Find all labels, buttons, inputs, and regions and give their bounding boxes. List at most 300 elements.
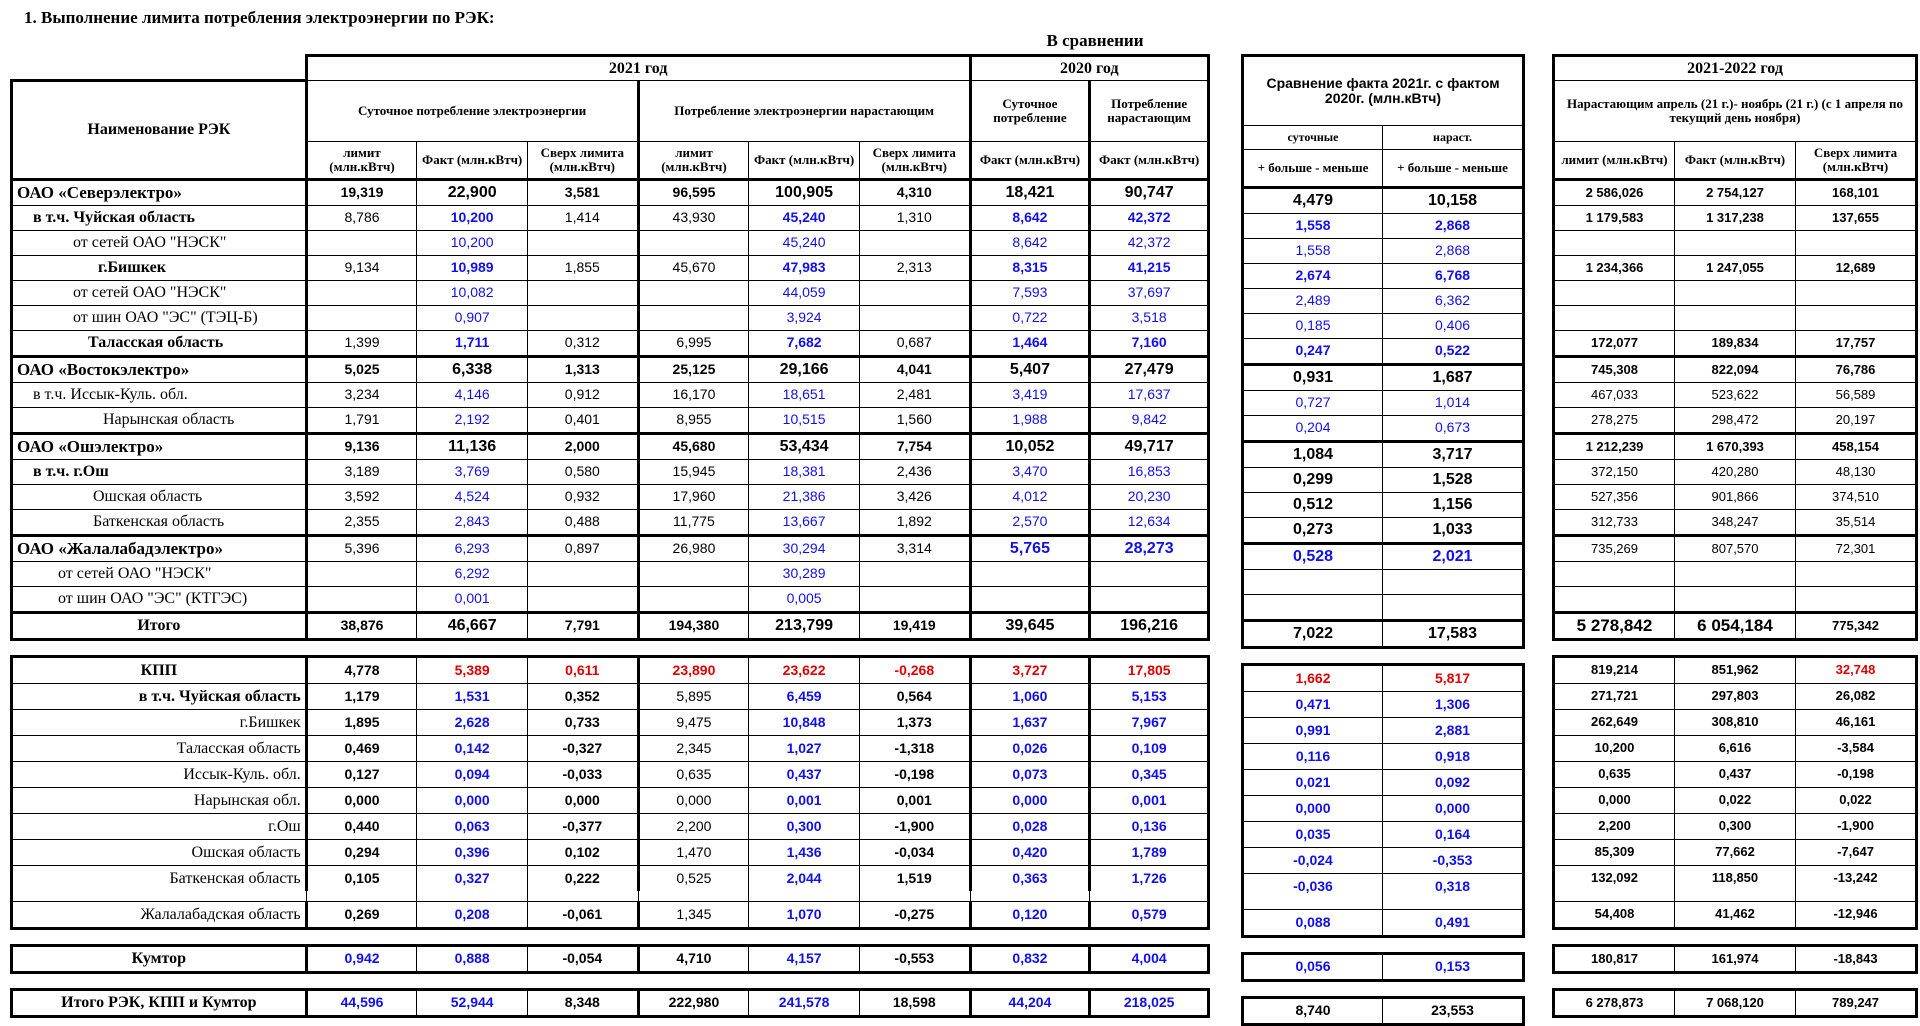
cell-value: 0,440	[306, 814, 417, 840]
cell-value: 16,170	[638, 383, 749, 408]
cell-value: 1,637	[970, 710, 1090, 736]
page-title: 1. Выполнение лимита потребления электроэнергии по РЭК:	[24, 8, 495, 27]
cell-year: 56,589	[1796, 383, 1917, 408]
table-row	[12, 331, 1209, 357]
row-name: Ошская область	[12, 485, 307, 510]
cell-year: 85,309	[1554, 840, 1675, 866]
cell-compare: 6,768	[1383, 264, 1524, 289]
cell-value: 222,980	[638, 990, 749, 1017]
cell-year: 374,510	[1796, 485, 1917, 510]
table-row	[1554, 866, 1917, 892]
cell-value: 18,421	[970, 180, 1090, 206]
table-row	[12, 657, 1209, 684]
table-row	[1243, 621, 1524, 648]
cell-value: 1,895	[306, 710, 417, 736]
cell-value: 1,414	[527, 206, 638, 231]
cell-value: 0,001	[417, 587, 528, 613]
cell-year	[1675, 306, 1796, 331]
header-daily-2020: Суточное потребление	[970, 81, 1090, 142]
cell-value: 1,399	[306, 331, 417, 357]
cell-value: 0,345	[1090, 762, 1209, 788]
cell-value: 5,153	[1090, 684, 1209, 710]
cell-year: 0,300	[1675, 814, 1796, 840]
table-row	[1554, 710, 1917, 736]
cell-year: 0,437	[1675, 762, 1796, 788]
cell-value	[306, 281, 417, 306]
year-2122-table	[1552, 54, 1918, 1018]
cell-value: 4,710	[638, 946, 749, 973]
cell-compare: 0,000	[1243, 796, 1383, 822]
cell-value: -0,377	[527, 814, 638, 840]
cell-value: 28,273	[1090, 536, 1209, 562]
cell-value: 1,519	[859, 866, 970, 892]
cell-compare: 17,583	[1383, 621, 1524, 648]
cell-value: 52,944	[417, 990, 528, 1017]
cell-compare: 0,021	[1243, 770, 1383, 796]
cell-value: 9,134	[306, 256, 417, 281]
table-row	[1554, 331, 1917, 357]
cell-value	[970, 587, 1090, 613]
cell-value	[638, 281, 749, 306]
cell-value: 13,667	[749, 510, 860, 536]
header-cmp-daily: суточные	[1243, 126, 1383, 150]
cell-value: 39,645	[970, 613, 1090, 640]
table-row	[1554, 231, 1917, 256]
header-cmp-cum: нараст.	[1383, 126, 1524, 150]
cell-year	[1675, 231, 1796, 256]
cell-value: 96,595	[638, 180, 749, 206]
cell-value: 53,434	[749, 434, 860, 460]
row-name: от шин ОАО "ЭС" (КТГЭС)	[12, 587, 307, 613]
cell-value: 0,352	[527, 684, 638, 710]
table-row	[1243, 954, 1524, 981]
cell-value: 5,389	[417, 657, 528, 684]
table-row	[12, 684, 1209, 710]
cell-value: 5,396	[306, 536, 417, 562]
table-row	[12, 206, 1209, 231]
cell-compare: 2,868	[1383, 239, 1524, 264]
table-row	[12, 562, 1209, 587]
cell-year: 2,200	[1554, 814, 1675, 840]
cell-value: 2,570	[970, 510, 1090, 536]
cell-value: 0,942	[306, 946, 417, 973]
cell-year: 1 317,238	[1675, 206, 1796, 231]
cell-year: 527,356	[1554, 485, 1675, 510]
cell-year	[1554, 281, 1675, 306]
cell-value: 8,786	[306, 206, 417, 231]
table-row	[12, 434, 1209, 460]
cell-value: 0,005	[749, 587, 860, 613]
table-row	[12, 536, 1209, 562]
cell-value: 23,890	[638, 657, 749, 684]
cell-year: 0,635	[1554, 762, 1675, 788]
cell-value: 7,967	[1090, 710, 1209, 736]
cell-value: 0,611	[527, 657, 638, 684]
cell-value: 1,988	[970, 408, 1090, 434]
cell-value: 43,930	[638, 206, 749, 231]
cell-year: -18,843	[1796, 946, 1917, 973]
table-row	[1243, 339, 1524, 365]
cell-year	[1675, 587, 1796, 613]
cell-compare: 1,306	[1383, 692, 1524, 718]
cell-value: 49,717	[1090, 434, 1209, 460]
cell-value	[527, 562, 638, 587]
cell-value: 0,912	[527, 383, 638, 408]
cell-value: 0,907	[417, 306, 528, 331]
cell-value: 3,234	[306, 383, 417, 408]
cell-compare: 7,022	[1243, 621, 1383, 648]
cell-value: 18,598	[859, 990, 970, 1017]
cell-value	[306, 231, 417, 256]
cell-compare: 0,000	[1383, 796, 1524, 822]
table-row	[1554, 485, 1917, 510]
cell-compare: 0,318	[1383, 874, 1524, 900]
table-row	[1554, 840, 1917, 866]
cell-year: 189,834	[1675, 331, 1796, 357]
cell-value: 5,895	[638, 684, 749, 710]
cell-year: 161,974	[1675, 946, 1796, 973]
table-row	[1243, 770, 1524, 796]
row-name: от сетей ОАО "НЭСК"	[12, 562, 307, 587]
cell-year: 172,077	[1554, 331, 1675, 357]
cell-compare: 0,204	[1243, 416, 1383, 442]
cell-value: 17,805	[1090, 657, 1209, 684]
cell-value: 0,564	[859, 684, 970, 710]
cell-value: -0,553	[859, 946, 970, 973]
header-over: Сверх лимита (млн.кВтч)	[859, 142, 970, 180]
cell-compare: 1,084	[1243, 442, 1383, 468]
table-row	[1554, 902, 1917, 929]
cell-value: 4,778	[306, 657, 417, 684]
cell-value: 15,945	[638, 460, 749, 485]
row-name: от шин ОАО "ЭС" (ТЭЦ-Б)	[12, 306, 307, 331]
cell-value: 0,105	[306, 866, 417, 892]
cell-value: 0,001	[859, 788, 970, 814]
row-name: Таласская область	[12, 736, 307, 762]
cell-value: 2,628	[417, 710, 528, 736]
table-row	[1243, 264, 1524, 289]
cell-year: 6,616	[1675, 736, 1796, 762]
cell-year: 0,000	[1554, 788, 1675, 814]
cell-value: 3,426	[859, 485, 970, 510]
cell-compare: 0,991	[1243, 718, 1383, 744]
cell-value: 47,983	[749, 256, 860, 281]
table-row	[1554, 814, 1917, 840]
cell-value: 1,791	[306, 408, 417, 434]
cell-year: 77,662	[1675, 840, 1796, 866]
cell-value: 2,044	[749, 866, 860, 892]
cell-value: 3,727	[970, 657, 1090, 684]
row-name: ОАО «Жалалабадэлектро»	[12, 536, 307, 562]
table-row	[1243, 391, 1524, 416]
cell-year: 1 179,583	[1554, 206, 1675, 231]
cell-compare: 1,014	[1383, 391, 1524, 416]
cell-year: 0,022	[1675, 788, 1796, 814]
table-row	[1243, 848, 1524, 874]
cell-value: 0,488	[527, 510, 638, 536]
header-more-less: + больше - меньше	[1243, 150, 1383, 188]
cell-year: 745,308	[1554, 357, 1675, 383]
header-over: Сверх лимита (млн.кВтч)	[527, 142, 638, 180]
main-table	[10, 54, 1210, 1018]
cell-year: -7,647	[1796, 840, 1917, 866]
cell-year: 137,655	[1796, 206, 1917, 231]
cell-value: 7,593	[970, 281, 1090, 306]
cell-value: 0,635	[638, 762, 749, 788]
cell-value	[638, 587, 749, 613]
table-row	[1243, 822, 1524, 848]
table-row	[1243, 518, 1524, 544]
cell-compare: 0,918	[1383, 744, 1524, 770]
cell-year: 297,803	[1675, 684, 1796, 710]
table-row	[1243, 468, 1524, 493]
cell-value: 0,363	[970, 866, 1090, 892]
cell-value: 1,179	[306, 684, 417, 710]
row-name: в т.ч. Чуйская область	[12, 684, 307, 710]
cell-compare: 0,092	[1383, 770, 1524, 796]
cell-value: 45,680	[638, 434, 749, 460]
cell-value	[859, 306, 970, 331]
cell-value: 42,372	[1090, 206, 1209, 231]
table-row	[12, 613, 1209, 640]
cell-value: 6,995	[638, 331, 749, 357]
cell-value: 1,345	[638, 902, 749, 929]
table-row	[1554, 684, 1917, 710]
cell-value: 0,722	[970, 306, 1090, 331]
table-row	[1554, 587, 1917, 613]
cell-compare: 1,558	[1243, 239, 1383, 264]
table-row	[1243, 493, 1524, 518]
cell-value: -0,061	[527, 902, 638, 929]
cell-year: 851,962	[1675, 657, 1796, 684]
header-fact: Факт (млн.кВтч)	[970, 142, 1090, 180]
cell-value: 0,579	[1090, 902, 1209, 929]
cell-value: 20,230	[1090, 485, 1209, 510]
table-row	[1554, 946, 1917, 973]
cell-value: 45,240	[749, 206, 860, 231]
cell-value: 8,348	[527, 990, 638, 1017]
cell-compare: 0,406	[1383, 314, 1524, 339]
table-row	[12, 408, 1209, 434]
table-row	[1243, 442, 1524, 468]
table-row	[1554, 613, 1917, 640]
cell-compare: 2,881	[1383, 718, 1524, 744]
cell-value	[638, 562, 749, 587]
row-name: от сетей ОАО "НЭСК"	[12, 281, 307, 306]
cell-value: 1,470	[638, 840, 749, 866]
table-row	[1554, 434, 1917, 460]
cell-year: -1,900	[1796, 814, 1917, 840]
row-name: Ошская область	[12, 840, 307, 866]
table-row	[12, 990, 1209, 1017]
cell-value: 196,216	[1090, 613, 1209, 640]
row-name: Таласская область	[12, 331, 307, 357]
cell-compare: 0,727	[1243, 391, 1383, 416]
header-fact: Факт (млн.кВтч)	[417, 142, 528, 180]
cell-value: 6,292	[417, 562, 528, 587]
table-row	[12, 485, 1209, 510]
cell-value: 1,726	[1090, 866, 1209, 892]
cell-year: 308,810	[1675, 710, 1796, 736]
cell-value: 1,313	[527, 357, 638, 383]
cell-compare: -0,353	[1383, 848, 1524, 874]
cell-value: 0,102	[527, 840, 638, 866]
cell-value: 100,905	[749, 180, 860, 206]
cell-value: 4,004	[1090, 946, 1209, 973]
cell-value: 1,060	[970, 684, 1090, 710]
cell-value	[306, 306, 417, 331]
table-row	[1243, 365, 1524, 391]
cell-compare: 1,033	[1383, 518, 1524, 544]
cell-value: 30,289	[749, 562, 860, 587]
cell-year: 775,342	[1796, 613, 1917, 640]
table-row	[12, 256, 1209, 281]
table-row	[1554, 562, 1917, 587]
cell-value: 1,855	[527, 256, 638, 281]
table-row	[12, 946, 1209, 973]
cell-value: -0,034	[859, 840, 970, 866]
header-fact: Факт (млн.кВтч)	[749, 142, 860, 180]
cell-value: 2,345	[638, 736, 749, 762]
cell-value: 21,386	[749, 485, 860, 510]
cell-value	[306, 562, 417, 587]
cell-year: 458,154	[1796, 434, 1917, 460]
cell-year: 76,786	[1796, 357, 1917, 383]
header-2021: 2021 год	[306, 56, 970, 81]
cell-value	[1090, 587, 1209, 613]
cell-value: 0,028	[970, 814, 1090, 840]
cell-year: 32,748	[1796, 657, 1917, 684]
header-limit: лимит (млн.кВтч)	[306, 142, 417, 180]
cell-compare	[1243, 570, 1383, 595]
cell-value: 10,200	[417, 206, 528, 231]
cell-value: 1,070	[749, 902, 860, 929]
cell-value: 19,419	[859, 613, 970, 640]
cell-value: 5,765	[970, 536, 1090, 562]
cell-value: 3,518	[1090, 306, 1209, 331]
cell-value	[859, 231, 970, 256]
cell-value	[1090, 562, 1209, 587]
table-row	[12, 460, 1209, 485]
cell-compare: 0,471	[1243, 692, 1383, 718]
cell-value: 0,000	[417, 788, 528, 814]
comparison-table	[1241, 54, 1525, 1026]
cell-compare: 2,021	[1383, 544, 1524, 570]
cell-value: 2,843	[417, 510, 528, 536]
cell-value: 9,475	[638, 710, 749, 736]
cell-compare: 0,056	[1243, 954, 1383, 981]
header-more-less: + больше - меньше	[1383, 150, 1524, 188]
cell-value	[859, 562, 970, 587]
row-name: ОАО «Ошэлектро»	[12, 434, 307, 460]
header-over: Сверх лимита (млн.кВтч)	[1796, 142, 1917, 180]
cell-year: 348,247	[1675, 510, 1796, 536]
cell-value: 16,853	[1090, 460, 1209, 485]
table-row	[1554, 281, 1917, 306]
table-row	[1554, 383, 1917, 408]
cell-value: 3,189	[306, 460, 417, 485]
cell-value: 0,525	[638, 866, 749, 892]
table-row	[1554, 536, 1917, 562]
cell-value: 7,791	[527, 613, 638, 640]
cell-value: 8,642	[970, 231, 1090, 256]
row-name: Иссык-Куль. обл.	[12, 762, 307, 788]
cell-value: 45,240	[749, 231, 860, 256]
cell-value: 0,897	[527, 536, 638, 562]
cell-value: 2,200	[638, 814, 749, 840]
cell-value: 46,667	[417, 613, 528, 640]
cell-compare: 0,673	[1383, 416, 1524, 442]
cell-value: 9,842	[1090, 408, 1209, 434]
cell-value: 0,469	[306, 736, 417, 762]
cell-compare	[1243, 595, 1383, 621]
cell-year: 420,280	[1675, 460, 1796, 485]
cell-year: 278,275	[1554, 408, 1675, 434]
cell-year: 1 234,366	[1554, 256, 1675, 281]
cell-year: 467,033	[1554, 383, 1675, 408]
cell-value: 29,166	[749, 357, 860, 383]
cell-value: 4,041	[859, 357, 970, 383]
cell-value: 8,315	[970, 256, 1090, 281]
cell-value	[859, 281, 970, 306]
cell-value: 0,294	[306, 840, 417, 866]
cell-year: 0,022	[1796, 788, 1917, 814]
table-row	[1554, 990, 1917, 1017]
cell-value	[638, 231, 749, 256]
comparison-label: В сравнении	[1046, 31, 1144, 50]
cell-value: 1,027	[749, 736, 860, 762]
cell-value: 12,634	[1090, 510, 1209, 536]
header-2122-sub: Нарастающим апрель (21 г.)- ноябрь (21 г.) (с 1 апреля по текущий день ноября)	[1554, 81, 1917, 142]
cell-value: 194,380	[638, 613, 749, 640]
cell-value: 0,396	[417, 840, 528, 866]
table-row	[12, 357, 1209, 383]
table-row	[12, 788, 1209, 814]
cell-year	[1554, 306, 1675, 331]
cell-compare: 1,687	[1383, 365, 1524, 391]
cell-value: 1,310	[859, 206, 970, 231]
cell-compare: -0,024	[1243, 848, 1383, 874]
cell-value: 44,059	[749, 281, 860, 306]
cell-year: 901,866	[1675, 485, 1796, 510]
cell-year: 118,850	[1675, 866, 1796, 892]
cell-year: 819,214	[1554, 657, 1675, 684]
cell-compare: 0,522	[1383, 339, 1524, 365]
cell-year: 132,092	[1554, 866, 1675, 892]
header-2020: 2020 год	[970, 56, 1208, 81]
table-row	[1243, 796, 1524, 822]
cell-value: 0,000	[306, 788, 417, 814]
cell-compare: 2,674	[1243, 264, 1383, 289]
cell-value: 0,687	[859, 331, 970, 357]
cell-value: 0,733	[527, 710, 638, 736]
header-cum-2020: Потребление нарастающим	[1090, 81, 1209, 142]
cell-year: 6 278,873	[1554, 990, 1675, 1017]
cell-value: -0,054	[527, 946, 638, 973]
cell-value: 1,892	[859, 510, 970, 536]
cell-value: 42,372	[1090, 231, 1209, 256]
table-row	[1243, 595, 1524, 621]
cell-value: 5,407	[970, 357, 1090, 383]
cell-value: 4,157	[749, 946, 860, 973]
table-row	[12, 902, 1209, 929]
cell-value: 2,481	[859, 383, 970, 408]
cell-value: 2,192	[417, 408, 528, 434]
cell-compare: 0,299	[1243, 468, 1383, 493]
row-name: от сетей ОАО "НЭСК"	[12, 231, 307, 256]
cell-value: 3,581	[527, 180, 638, 206]
cell-year: 2 586,026	[1554, 180, 1675, 206]
